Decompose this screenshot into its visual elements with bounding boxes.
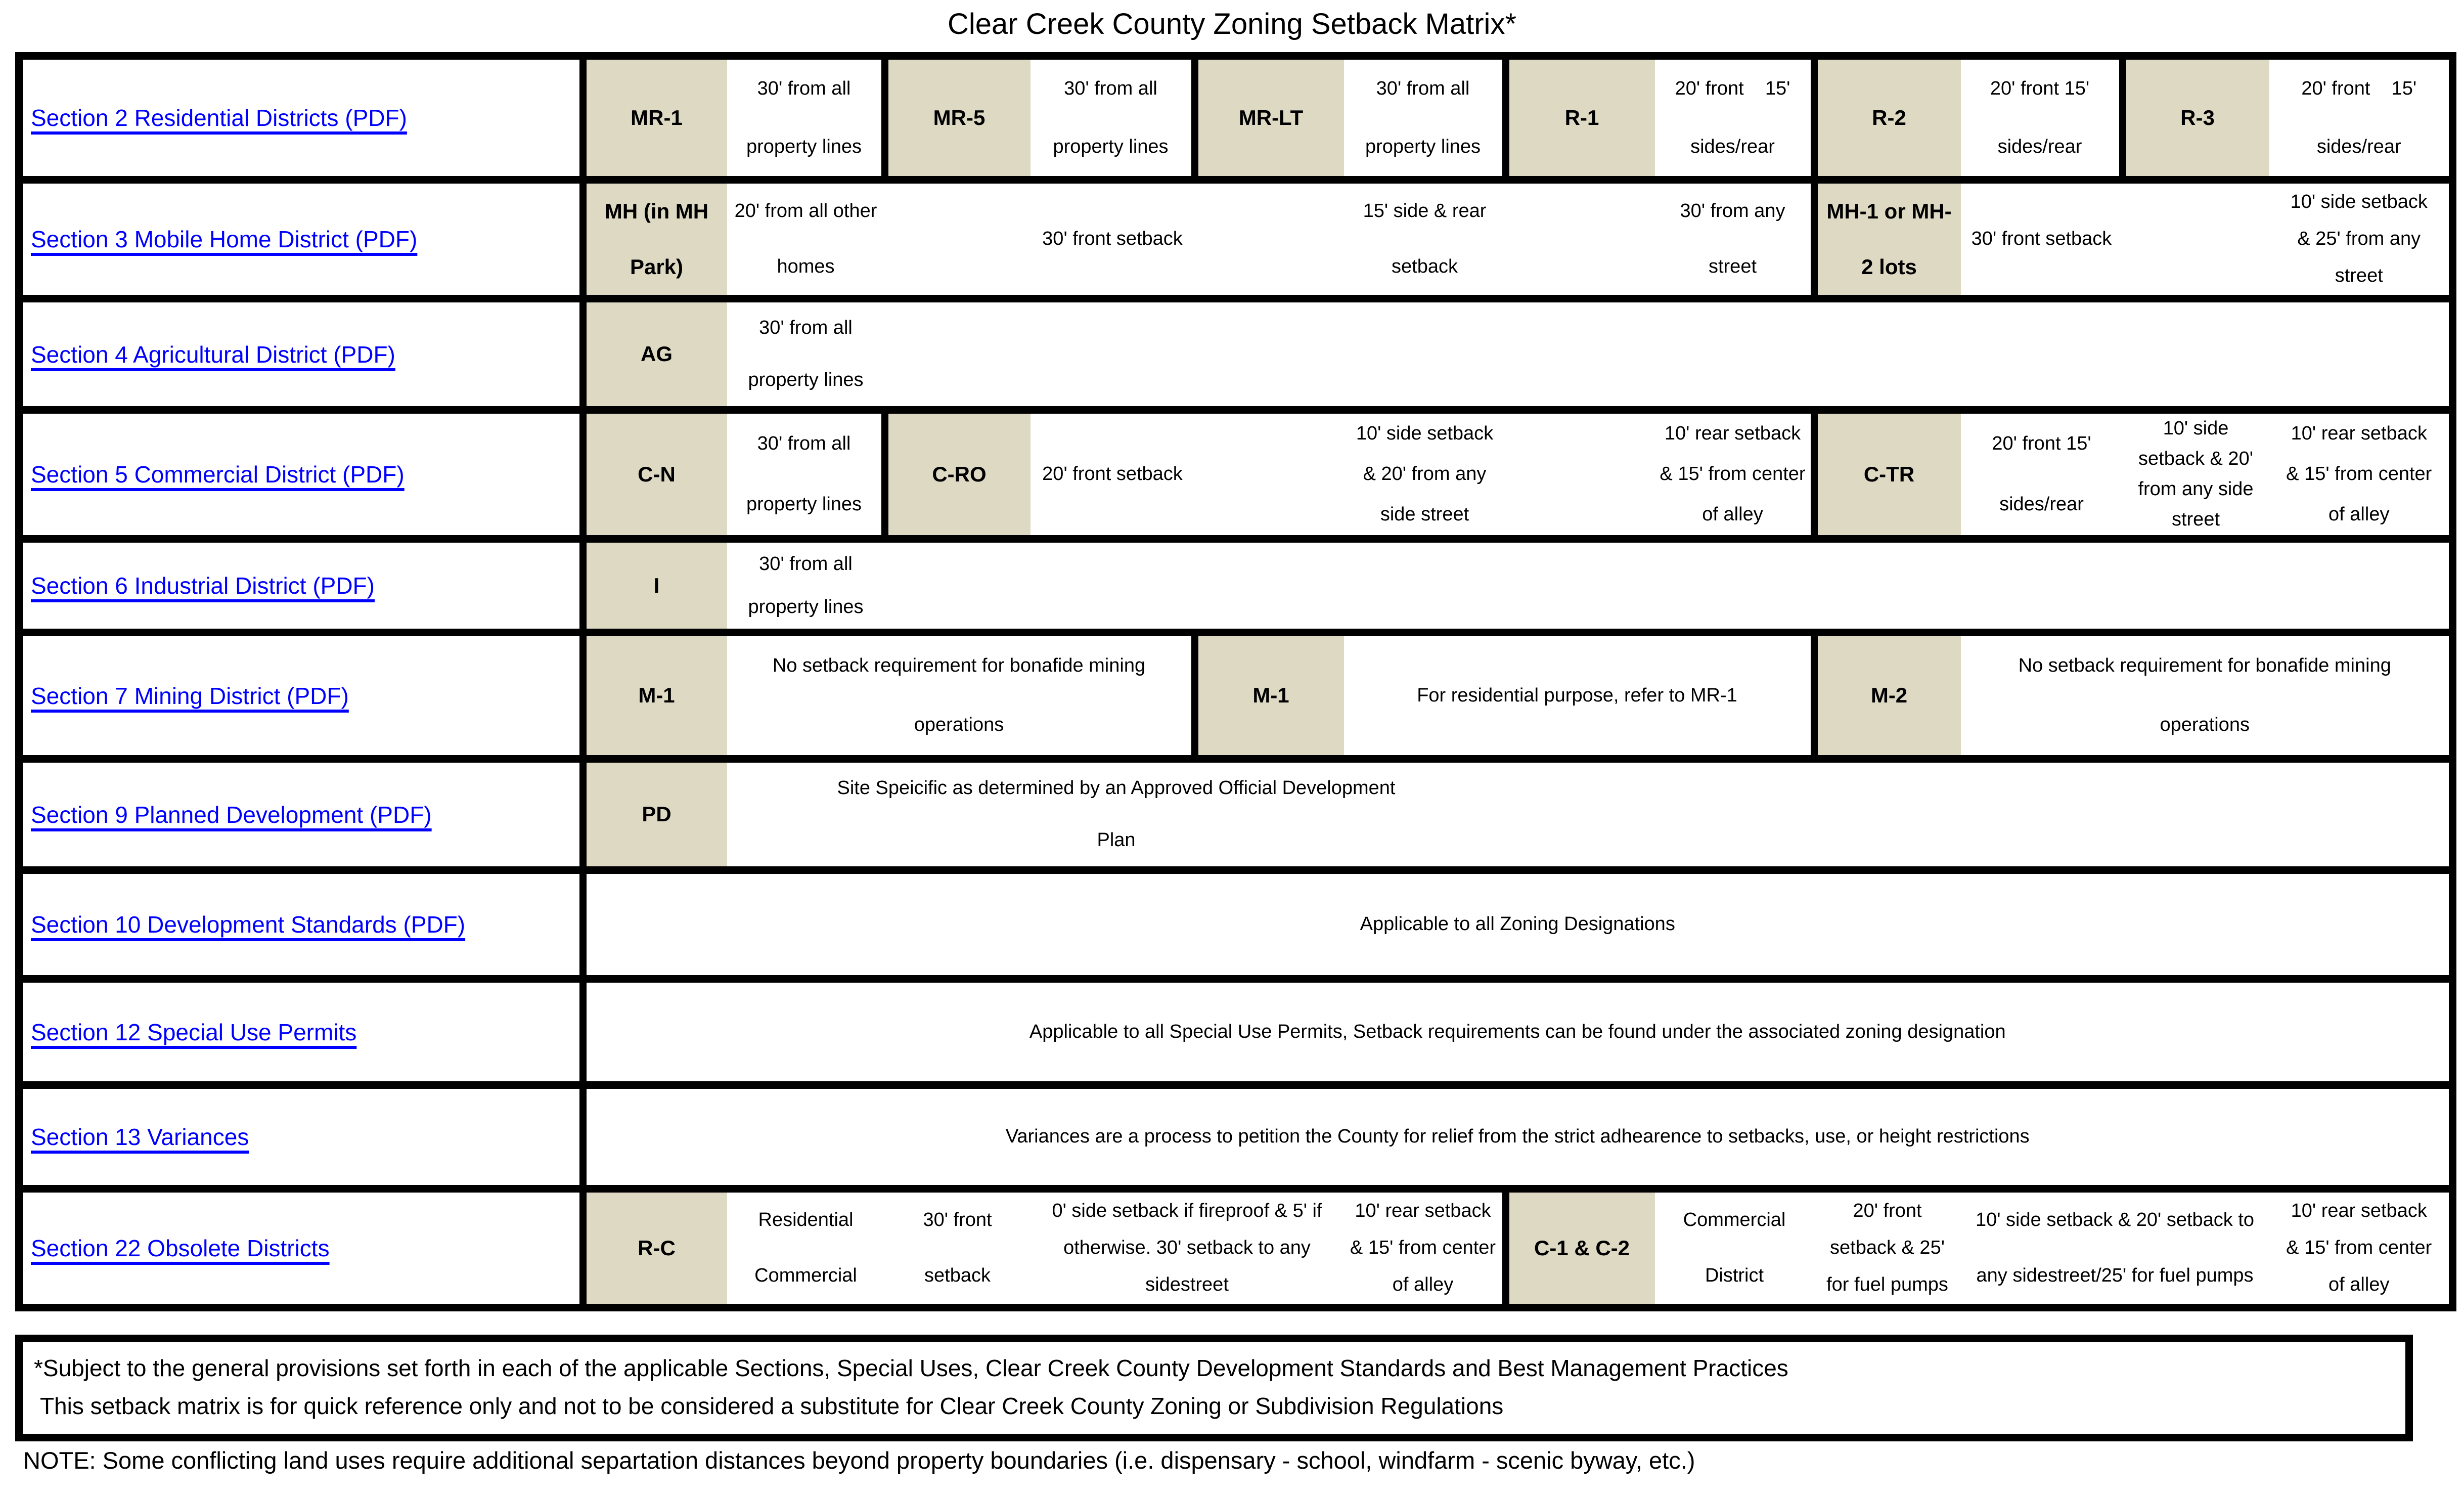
- cell-content: [1506, 184, 1655, 295]
- setback-value-cell: [727, 410, 885, 539]
- section-12-special-use-permits-link[interactable]: Section 12 Special Use Permits: [31, 1019, 357, 1045]
- section-link-cell: [19, 759, 583, 870]
- section-link-cell: [19, 180, 583, 299]
- table-row: [19, 633, 2453, 759]
- setback-value-cell: [1961, 1189, 2269, 1308]
- footnote-line-2: This setback matrix is for quick reference only and not to be considered a substitute for Clear Creek County Zoning or Subdivision Regulations: [34, 1392, 1504, 1419]
- cell-content: [727, 184, 885, 295]
- setback-value-cell: [1344, 633, 1814, 759]
- cell-content: [587, 874, 2449, 975]
- section-link-wrap: [23, 682, 579, 710]
- cell-text-line: of alley: [2328, 504, 2390, 525]
- table-row: [19, 410, 2453, 539]
- district-code-cell: [2123, 56, 2269, 180]
- cell-text-line: 10' rear setback: [1355, 1200, 1491, 1221]
- cell-content: [1198, 636, 1344, 755]
- cell-text-line: sidestreet: [1145, 1274, 1229, 1296]
- cell-content: [2269, 184, 2449, 295]
- setback-value-cell: [1655, 180, 1814, 299]
- cell-content: [1818, 636, 1961, 755]
- cell-content: [885, 1193, 1031, 1304]
- cell-content: [1961, 184, 2123, 295]
- cell-text-line: Park): [630, 254, 684, 279]
- setback-value-cell: [885, 539, 2453, 633]
- table-row: [19, 299, 2453, 410]
- setback-value-cell: [1195, 180, 1344, 299]
- cell-text-line: property lines: [748, 596, 864, 618]
- cell-text-line: 30' front setback: [1042, 228, 1183, 250]
- district-code-cell: [1195, 56, 1344, 180]
- district-code-cell: [1814, 410, 1961, 539]
- table-row: [19, 56, 2453, 180]
- cell-text-line: setback: [1392, 256, 1458, 278]
- section-link-wrap: [23, 226, 579, 253]
- setback-value-cell: [1344, 56, 1506, 180]
- cell-text-line: property lines: [1365, 136, 1481, 157]
- cell-text-line: property lines: [1053, 136, 1169, 157]
- cell-text-line: sides/rear: [1997, 136, 2082, 157]
- table-row: [19, 1189, 2453, 1308]
- district-code-cell: [583, 56, 727, 180]
- setback-value-cell: [1031, 410, 1195, 539]
- cell-content: [2269, 414, 2449, 535]
- cell-text-line: & 15' from center: [1660, 463, 1806, 485]
- cell-text-line: from any side: [2138, 478, 2254, 500]
- cell-content: [1655, 184, 1811, 295]
- setback-value-cell: [727, 759, 1506, 870]
- cell-text-line: 10' side setback: [1356, 423, 1494, 445]
- setback-value-cell: [2269, 56, 2453, 180]
- cell-content: [888, 60, 1031, 176]
- setback-value-cell: [583, 870, 2453, 979]
- cell-content: [2269, 1193, 2449, 1304]
- section-10-development-standards-link[interactable]: Section 10 Development Standards (PDF): [31, 911, 466, 938]
- district-code-cell: [1195, 633, 1344, 759]
- table-row: [19, 870, 2453, 979]
- section-link-wrap: [23, 461, 579, 488]
- cell-text-line: street: [1708, 256, 1757, 278]
- note-text: NOTE: Some conflicting land uses require additional separtation distances beyond property boundaries (i.e. dispensary - school, windfarm - scenic byway, etc.): [23, 1447, 1695, 1474]
- cell-content: [2123, 184, 2269, 295]
- cell-text-line: 20' front 15': [1675, 77, 1790, 99]
- cell-content: [1655, 414, 1811, 535]
- cell-content: [1655, 60, 1811, 176]
- cell-content: [1961, 1193, 2269, 1304]
- table-row: [19, 759, 2453, 870]
- cell-content: [727, 636, 1191, 755]
- section-7-mining-district-link[interactable]: Section 7 Mining District (PDF): [31, 682, 349, 709]
- cell-content: [587, 60, 727, 176]
- cell-text-line: Commercial: [1683, 1209, 1786, 1231]
- matrix-body: [19, 56, 2453, 1308]
- cell-text-line: of alley: [2328, 1274, 2390, 1296]
- section-link-wrap: [23, 341, 579, 368]
- cell-text-line: MH (in MH: [604, 199, 709, 223]
- section-2-residential-districts-link[interactable]: Section 2 Residential Districts (PDF): [31, 105, 407, 131]
- setback-value-cell: [885, 299, 2453, 410]
- cell-text-line: side street: [1380, 504, 1469, 525]
- cell-content: [1198, 60, 1344, 176]
- cell-text-line: homes: [777, 256, 835, 278]
- cell-text-line: 30' from all: [1064, 77, 1157, 99]
- section-link-cell: [19, 979, 583, 1085]
- cell-text-line: MH-1 or MH-: [1826, 199, 1952, 223]
- cell-text-line: Applicable to all Zoning Designations: [1360, 913, 1675, 935]
- cell-text-line: R-3: [2180, 105, 2215, 129]
- cell-text-line: M-1: [1252, 683, 1289, 708]
- cell-content: [1031, 60, 1191, 176]
- district-code-cell: [583, 539, 727, 633]
- cell-content: [587, 636, 727, 755]
- cell-text-line: MR-5: [933, 105, 985, 129]
- district-code-cell: [1814, 180, 1961, 299]
- setback-value-cell: [1195, 410, 1344, 539]
- setback-value-cell: [2123, 180, 2269, 299]
- cell-content: [587, 1089, 2449, 1185]
- cell-content: [1031, 184, 1195, 295]
- cell-text-line: & 15' from center: [2286, 1237, 2432, 1259]
- setback-value-cell: [1506, 410, 1655, 539]
- cell-text-line: 30' front setback: [1971, 228, 2112, 250]
- cell-content: [587, 184, 727, 295]
- setback-value-cell: [1655, 1189, 1814, 1308]
- cell-text-line: & 15' from center: [1350, 1237, 1496, 1259]
- setback-value-cell: [1344, 410, 1506, 539]
- cell-content: [1818, 60, 1961, 176]
- cell-text-line: street: [2335, 265, 2383, 287]
- table-row: [19, 1085, 2453, 1189]
- cell-content: [587, 763, 727, 866]
- cell-text-line: MR-1: [631, 105, 683, 129]
- cell-content: [1814, 1193, 1961, 1304]
- cell-text-line: 20' front setback: [1042, 463, 1183, 485]
- cell-text-line: 30' from all: [1376, 77, 1470, 99]
- cell-text-line: District: [1705, 1265, 1764, 1287]
- setback-value-cell: [1031, 56, 1195, 180]
- cell-content: [1195, 184, 1344, 295]
- section-link-cell: [19, 299, 583, 410]
- section-link-cell: [19, 539, 583, 633]
- cell-text-line: setback & 25': [1830, 1237, 1945, 1259]
- cell-text-line: C-TR: [1863, 462, 1915, 486]
- setback-value-cell: [1961, 56, 2123, 180]
- cell-content: [885, 543, 2449, 629]
- setback-value-cell: [727, 633, 1195, 759]
- cell-content: [1195, 414, 1344, 535]
- cell-content: [885, 302, 2449, 406]
- cell-text-line: Site Speicific as determined by an Approved Official Development: [837, 777, 1396, 799]
- table-row: [19, 539, 2453, 633]
- district-code-cell: [583, 759, 727, 870]
- cell-text-line: 30' from all: [757, 77, 851, 99]
- setback-value-cell: [1506, 759, 2453, 870]
- cell-text-line: 30' from all: [759, 317, 853, 339]
- setback-value-cell: [1655, 56, 1814, 180]
- section-22-obsolete-districts-link[interactable]: Section 22 Obsolete Districts: [31, 1235, 330, 1261]
- section-link-cell: [19, 870, 583, 979]
- cell-content: [1818, 184, 1961, 295]
- district-code-cell: [1814, 56, 1961, 180]
- cell-content: [1031, 414, 1195, 535]
- cell-text-line: sides/rear: [1690, 136, 1775, 157]
- setback-value-cell: [2123, 410, 2269, 539]
- setback-value-cell: [727, 180, 885, 299]
- cell-text-line: setback & 20': [2138, 448, 2253, 470]
- setback-value-cell: [2269, 410, 2453, 539]
- footnote-box: [15, 1335, 2413, 1441]
- setback-matrix-table: [15, 52, 2456, 1311]
- cell-text-line: 2 lots: [1861, 254, 1917, 279]
- district-code-cell: [885, 56, 1031, 180]
- cell-text-line: Commercial: [754, 1265, 857, 1287]
- section-link-wrap: [23, 1235, 579, 1262]
- cell-content: [587, 543, 727, 629]
- cell-text-line: 30' from any: [1680, 200, 1785, 222]
- cell-text-line: M-2: [1870, 683, 1908, 708]
- cell-text-line: PD: [642, 802, 671, 826]
- cell-content: [1344, 636, 1811, 755]
- district-code-cell: [885, 410, 1031, 539]
- section-link-wrap: [23, 1123, 579, 1151]
- section-4-agricultural-district-link[interactable]: Section 4 Agricultural District (PDF): [31, 341, 395, 368]
- cell-text-line: otherwise. 30' setback to any: [1063, 1237, 1311, 1259]
- cell-content: [1655, 1193, 1814, 1304]
- setback-value-cell: [583, 979, 2453, 1085]
- cell-text-line: 10' rear setback: [2291, 423, 2427, 445]
- cell-text-line: For residential purpose, refer to MR-1: [1417, 684, 1737, 706]
- cell-text-line: any sidestreet/25' for fuel pumps: [1976, 1265, 2254, 1287]
- cell-text-line: operations: [914, 714, 1004, 736]
- section-link-cell: [19, 633, 583, 759]
- footnote-line-1: *Subject to the general provisions set forth in each of the applicable Sections, Special Uses, Clear Creek County Development Standards and Best Management Practices: [34, 1355, 1788, 1381]
- setback-value-cell: [885, 1189, 1031, 1308]
- cell-content: [1344, 184, 1506, 295]
- cell-content: [1961, 414, 2123, 535]
- cell-text-line: Plan: [1097, 829, 1136, 851]
- cell-content: [1344, 1193, 1502, 1304]
- cell-text-line: 20' front 15': [1990, 77, 2090, 99]
- cell-text-line: I: [653, 573, 660, 597]
- cell-content: [1509, 60, 1655, 176]
- setback-value-cell: [727, 56, 885, 180]
- cell-content: [587, 302, 727, 406]
- cell-text-line: of alley: [1392, 1274, 1454, 1296]
- setback-value-cell: [2269, 180, 2453, 299]
- cell-content: [1344, 60, 1502, 176]
- section-link-wrap: [23, 104, 579, 131]
- cell-text-line: street: [2171, 509, 2220, 531]
- cell-text-line: 10' rear setback: [1664, 423, 1801, 445]
- cell-content: [727, 763, 1506, 866]
- cell-content: [1509, 1193, 1655, 1304]
- cell-text-line: 10' side: [2163, 418, 2229, 439]
- section-link-cell: [19, 1085, 583, 1189]
- cell-text-line: 20' front 15': [1992, 433, 2091, 455]
- cell-text-line: 30' from all: [757, 433, 851, 455]
- setback-value-cell: [1655, 410, 1814, 539]
- cell-text-line: C-N: [638, 462, 676, 486]
- cell-text-line: C-RO: [932, 462, 987, 486]
- cell-text-line: 30' front: [923, 1209, 992, 1231]
- section-13-variances-link[interactable]: Section 13 Variances: [31, 1124, 249, 1150]
- cell-text-line: & 25' from any: [2297, 228, 2421, 250]
- setback-value-cell: [1031, 1189, 1344, 1308]
- cell-content: [727, 543, 885, 629]
- setback-value-cell: [2269, 1189, 2453, 1308]
- setback-value-cell: [1961, 180, 2123, 299]
- district-code-cell: [583, 410, 727, 539]
- cell-text-line: for fuel pumps: [1826, 1274, 1948, 1296]
- cell-text-line: setback: [924, 1265, 991, 1287]
- cell-text-line: property lines: [746, 136, 862, 157]
- cell-content: [1344, 414, 1506, 535]
- cell-text-line: property lines: [746, 494, 862, 515]
- section-link-wrap: [23, 572, 579, 599]
- district-code-cell: [1814, 633, 1961, 759]
- cell-text-line: sides/rear: [2316, 136, 2401, 157]
- cell-content: [1961, 636, 2449, 755]
- cell-text-line: M-1: [638, 683, 675, 708]
- cell-content: [1031, 1193, 1344, 1304]
- section-3-mobile-home-district-link[interactable]: Section 3 Mobile Home District (PDF): [31, 226, 418, 252]
- section-link-cell: [19, 1189, 583, 1308]
- section-5-commercial-district-link[interactable]: Section 5 Commercial District (PDF): [31, 461, 405, 488]
- setback-value-cell: [583, 1085, 2453, 1189]
- district-code-cell: [583, 1189, 727, 1308]
- cell-text-line: AG: [641, 342, 673, 366]
- cell-text-line: No setback requirement for bonafide mining: [772, 654, 1146, 676]
- section-link-wrap: [23, 911, 579, 938]
- cell-content: [2126, 60, 2269, 176]
- cell-content: [727, 414, 881, 535]
- setback-value-cell: [1814, 1189, 1961, 1308]
- setback-value-cell: [885, 180, 1031, 299]
- setback-value-cell: [1506, 180, 1655, 299]
- cell-text-line: & 15' from center: [2286, 463, 2432, 485]
- section-link-cell: [19, 410, 583, 539]
- cell-content: [727, 60, 881, 176]
- setback-value-cell: [727, 299, 885, 410]
- cell-content: [1506, 414, 1655, 535]
- table-row: [19, 979, 2453, 1085]
- cell-text-line: & 20' from any: [1363, 463, 1487, 485]
- cell-text-line: 10' side setback & 20' setback to: [1975, 1209, 2255, 1231]
- setback-value-cell: [1031, 180, 1195, 299]
- table-row: [19, 180, 2453, 299]
- district-code-cell: [583, 633, 727, 759]
- section-9-planned-development-link[interactable]: Section 9 Planned Development (PDF): [31, 801, 432, 828]
- cell-content: [587, 414, 727, 535]
- cell-text-line: MR-LT: [1238, 105, 1304, 129]
- setback-value-cell: [1961, 410, 2123, 539]
- cell-content: [727, 302, 885, 406]
- cell-text-line: R-2: [1872, 105, 1906, 129]
- cell-text-line: 10' rear setback: [2291, 1200, 2427, 1221]
- cell-text-line: 10' side setback: [2290, 191, 2428, 212]
- cell-content: [587, 1193, 727, 1304]
- section-link-wrap: [23, 1019, 579, 1046]
- cell-text-line: operations: [2160, 714, 2250, 736]
- cell-content: [888, 414, 1031, 535]
- cell-text-line: 30' from all: [759, 553, 853, 575]
- cell-text-line: 15' side & rear: [1363, 200, 1487, 222]
- cell-content: [2123, 414, 2269, 535]
- page-title: Clear Creek County Zoning Setback Matrix*: [947, 8, 1517, 40]
- cell-content: [1818, 414, 1961, 535]
- cell-text-line: Applicable to all Special Use Permits, Setback requirements can be found under the associated zoning designation: [1029, 1021, 2006, 1042]
- cell-text-line: No setback requirement for bonafide mining: [2018, 654, 2391, 676]
- cell-text-line: property lines: [748, 369, 864, 390]
- setback-value-cell: [1344, 1189, 1506, 1308]
- setback-value-cell: [727, 1189, 885, 1308]
- district-code-cell: [583, 299, 727, 410]
- setback-value-cell: [1961, 633, 2453, 759]
- cell-content: [1506, 763, 2449, 866]
- cell-text-line: C-1 & C-2: [1534, 1236, 1630, 1260]
- district-code-cell: [583, 180, 727, 299]
- district-code-cell: [1506, 56, 1655, 180]
- cell-text-line: sides/rear: [1999, 494, 2084, 515]
- section-link-cell: [19, 56, 583, 180]
- cell-text-line: 0' side setback if fireproof & 5' if: [1052, 1200, 1322, 1221]
- cell-content: [727, 1193, 885, 1304]
- cell-text-line: 20' front 15': [2301, 77, 2417, 99]
- cell-content: [587, 983, 2449, 1081]
- setback-value-cell: [1344, 180, 1506, 299]
- cell-text-line: R-C: [638, 1236, 676, 1260]
- cell-text-line: Variances are a process to petition the County for relief from the strict adhearence to setbacks, use, or height restrictions: [1005, 1126, 2030, 1148]
- setback-value-cell: [727, 539, 885, 633]
- cell-content: [885, 184, 1031, 295]
- cell-text-line: 20' front: [1853, 1200, 1922, 1221]
- cell-content: [1961, 60, 2119, 176]
- section-link-wrap: [23, 801, 579, 828]
- cell-content: [2269, 60, 2449, 176]
- cell-text-line: R-1: [1564, 105, 1599, 129]
- cell-text-line: 20' from all other: [734, 200, 877, 222]
- cell-text-line: Residential: [758, 1209, 854, 1231]
- section-6-industrial-district-link[interactable]: Section 6 Industrial District (PDF): [31, 573, 375, 599]
- district-code-cell: [1506, 1189, 1655, 1308]
- cell-text-line: of alley: [1702, 504, 1763, 525]
